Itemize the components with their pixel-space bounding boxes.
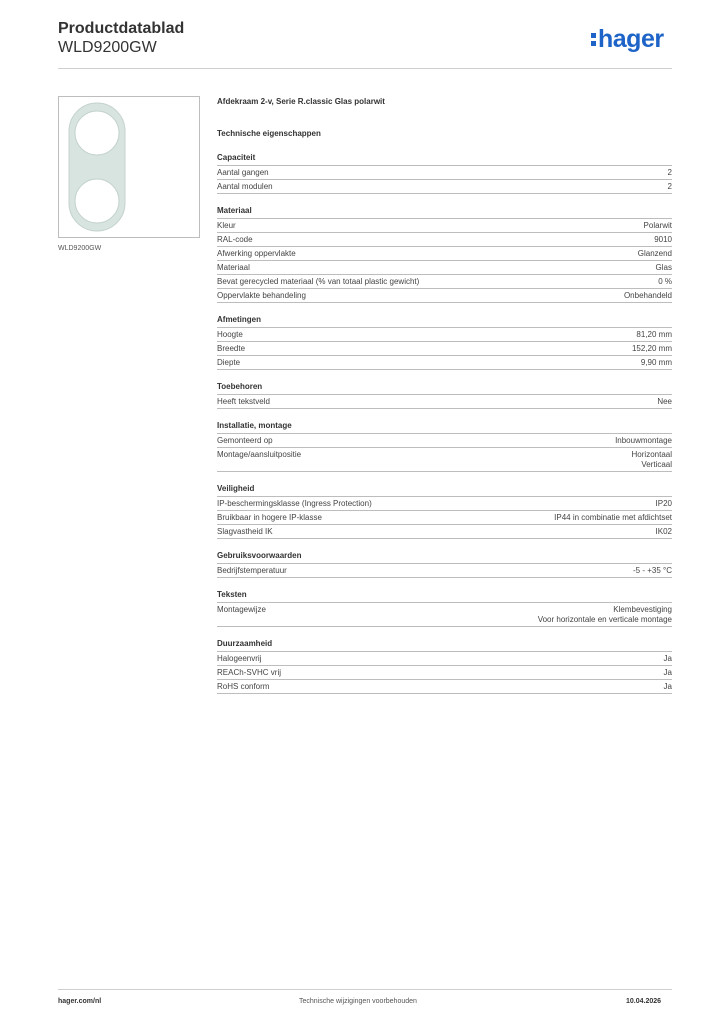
- spec-value: [538, 605, 672, 625]
- spec-label: Breedte: [217, 344, 246, 353]
- spec-value: [624, 291, 672, 301]
- spec-value-line: Nee: [657, 397, 672, 406]
- spec-section: [217, 589, 672, 627]
- footer-divider: [58, 989, 672, 990]
- spec-section: [217, 483, 672, 539]
- spec-label: Aantal gangen: [217, 168, 269, 177]
- spec-row: [217, 603, 672, 627]
- logo-text: hager: [598, 25, 664, 53]
- spec-value-line: 9010: [654, 235, 672, 244]
- spec-value-line: IP20: [655, 499, 672, 508]
- spec-section: [217, 381, 672, 409]
- spec-value: [641, 358, 672, 368]
- spec-row: [217, 680, 672, 694]
- spec-value-line: Ja: [663, 682, 672, 691]
- spec-row: [217, 328, 672, 342]
- spec-row: [217, 166, 672, 180]
- spec-value: [633, 566, 672, 576]
- spec-value: [668, 168, 672, 178]
- spec-label: RoHS conform: [217, 682, 270, 691]
- spec-row: [217, 356, 672, 370]
- spec-value-line: Glanzend: [637, 249, 672, 258]
- spec-value-line: -5 - +35 °C: [633, 566, 672, 575]
- spec-label: Kleur: [217, 221, 236, 230]
- spec-label: REACh-SVHC vrij: [217, 668, 282, 677]
- spec-label: Diepte: [217, 358, 241, 367]
- spec-value-line: Ja: [663, 654, 672, 663]
- spec-label: IP-beschermingsklasse (Ingress Protection): [217, 499, 372, 508]
- spec-value-line: Glas: [655, 263, 672, 272]
- spec-label: Heeft tekstveld: [217, 397, 270, 406]
- spec-row: [217, 247, 672, 261]
- section-heading: Teksten: [217, 589, 672, 603]
- spec-label: Hoogte: [217, 330, 243, 339]
- spec-value: [636, 330, 672, 340]
- logo-colon-icon: [591, 31, 597, 47]
- spec-value-line: IK02: [655, 527, 672, 536]
- footer-website-link[interactable]: hager.com/nl: [58, 998, 102, 1005]
- spec-value-line: 2: [667, 168, 672, 177]
- image-caption: WLD9200GW: [58, 245, 102, 252]
- spec-sections: [217, 152, 672, 694]
- spec-row: [217, 434, 672, 448]
- spec-row: [217, 261, 672, 275]
- spec-section: [217, 314, 672, 370]
- spec-value-line: Polarwit: [643, 221, 672, 230]
- tech-properties-title: Technische eigenschappen: [217, 129, 321, 138]
- section-heading: Capaciteit: [217, 152, 672, 166]
- spec-section: [217, 152, 672, 194]
- spec-row: [217, 497, 672, 511]
- spec-row: [217, 666, 672, 680]
- hager-logo[interactable]: [591, 27, 664, 52]
- spec-value: [664, 668, 672, 678]
- spec-value-line: Inbouwmontage: [615, 436, 672, 445]
- spec-value: [615, 436, 672, 446]
- spec-label: Afwerking oppervlakte: [217, 249, 296, 258]
- spec-row: [217, 180, 672, 194]
- spec-row: [217, 511, 672, 525]
- spec-value-line: Ja: [663, 668, 672, 677]
- double-frame-icon: [59, 97, 199, 237]
- spec-label: Halogeenvrij: [217, 654, 262, 663]
- section-heading: Veiligheid: [217, 483, 672, 497]
- spec-section: [217, 205, 672, 303]
- spec-label: Bevat gerecycled materiaal (% van totaal plastic gewicht): [217, 277, 420, 286]
- spec-value: [632, 450, 672, 470]
- spec-value-line: 81,20 mm: [636, 330, 672, 339]
- spec-row: [217, 395, 672, 409]
- spec-label: Aantal modulen: [217, 182, 273, 191]
- header-divider: [58, 68, 672, 69]
- spec-label: Bruikbaar in hogere IP-klasse: [217, 513, 322, 522]
- spec-row: [217, 219, 672, 233]
- section-heading: Materiaal: [217, 205, 672, 219]
- spec-value: [654, 235, 672, 245]
- spec-value-line: 9,90 mm: [640, 358, 672, 367]
- page-title: Productdatablad: [58, 20, 185, 37]
- section-heading: Toebehoren: [217, 381, 672, 395]
- spec-label: Montage/aansluitpositie: [217, 450, 302, 459]
- spec-row: [217, 564, 672, 578]
- spec-value-line: Horizontaal: [631, 450, 672, 459]
- footer-date: 10.04.2026: [626, 998, 662, 1005]
- spec-value-line: IP44 in combinatie met afdichtset: [554, 513, 672, 522]
- spec-row: [217, 289, 672, 303]
- spec-row: [217, 448, 672, 472]
- spec-content: [217, 96, 672, 705]
- spec-value: [664, 682, 672, 692]
- spec-row: [217, 275, 672, 289]
- spec-section: [217, 550, 672, 578]
- spec-value-line: Verticaal: [641, 460, 672, 469]
- spec-value-line: 0 %: [658, 277, 672, 286]
- footer-note: Technische wijzigingen voorbehouden: [299, 998, 417, 1005]
- spec-value-line: Voor horizontale en verticale montage: [537, 615, 672, 624]
- spec-value: [668, 182, 672, 192]
- spec-row: [217, 525, 672, 539]
- spec-row: [217, 342, 672, 356]
- section-heading: Installatie, montage: [217, 420, 672, 434]
- spec-value-line: 152,20 mm: [631, 344, 672, 353]
- spec-label: Bedrijfstemperatuur: [217, 566, 287, 575]
- spec-label: Gemonteerd op: [217, 436, 273, 445]
- product-code: WLD9200GW: [58, 39, 157, 56]
- product-title: Afdekraam 2-v, Serie R.classic Glas polarwit: [217, 97, 385, 106]
- spec-value: [656, 263, 672, 273]
- spec-value-line: Klembevestiging: [613, 605, 672, 614]
- spec-value: [664, 654, 672, 664]
- section-heading: Afmetingen: [217, 314, 672, 328]
- spec-value: [658, 277, 672, 287]
- spec-value: [656, 527, 672, 537]
- spec-value-line: Onbehandeld: [623, 291, 672, 300]
- spec-label: Materiaal: [217, 263, 250, 272]
- spec-section: [217, 420, 672, 472]
- spec-label: Montagewijze: [217, 605, 266, 614]
- spec-section: [217, 638, 672, 694]
- section-heading: Duurzaamheid: [217, 638, 672, 652]
- spec-value: [554, 513, 672, 523]
- product-image: [58, 96, 200, 238]
- spec-value: [644, 221, 672, 231]
- spec-label: Oppervlakte behandeling: [217, 291, 306, 300]
- spec-value-line: 2: [667, 182, 672, 191]
- spec-value: [632, 344, 672, 354]
- section-heading: Gebruiksvoorwaarden: [217, 550, 672, 564]
- spec-value: [656, 499, 672, 509]
- spec-label: RAL-code: [217, 235, 253, 244]
- spec-row: [217, 233, 672, 247]
- spec-label: Slagvastheid IK: [217, 527, 273, 536]
- spec-value: [657, 397, 672, 407]
- spec-value: [638, 249, 672, 259]
- spec-row: [217, 652, 672, 666]
